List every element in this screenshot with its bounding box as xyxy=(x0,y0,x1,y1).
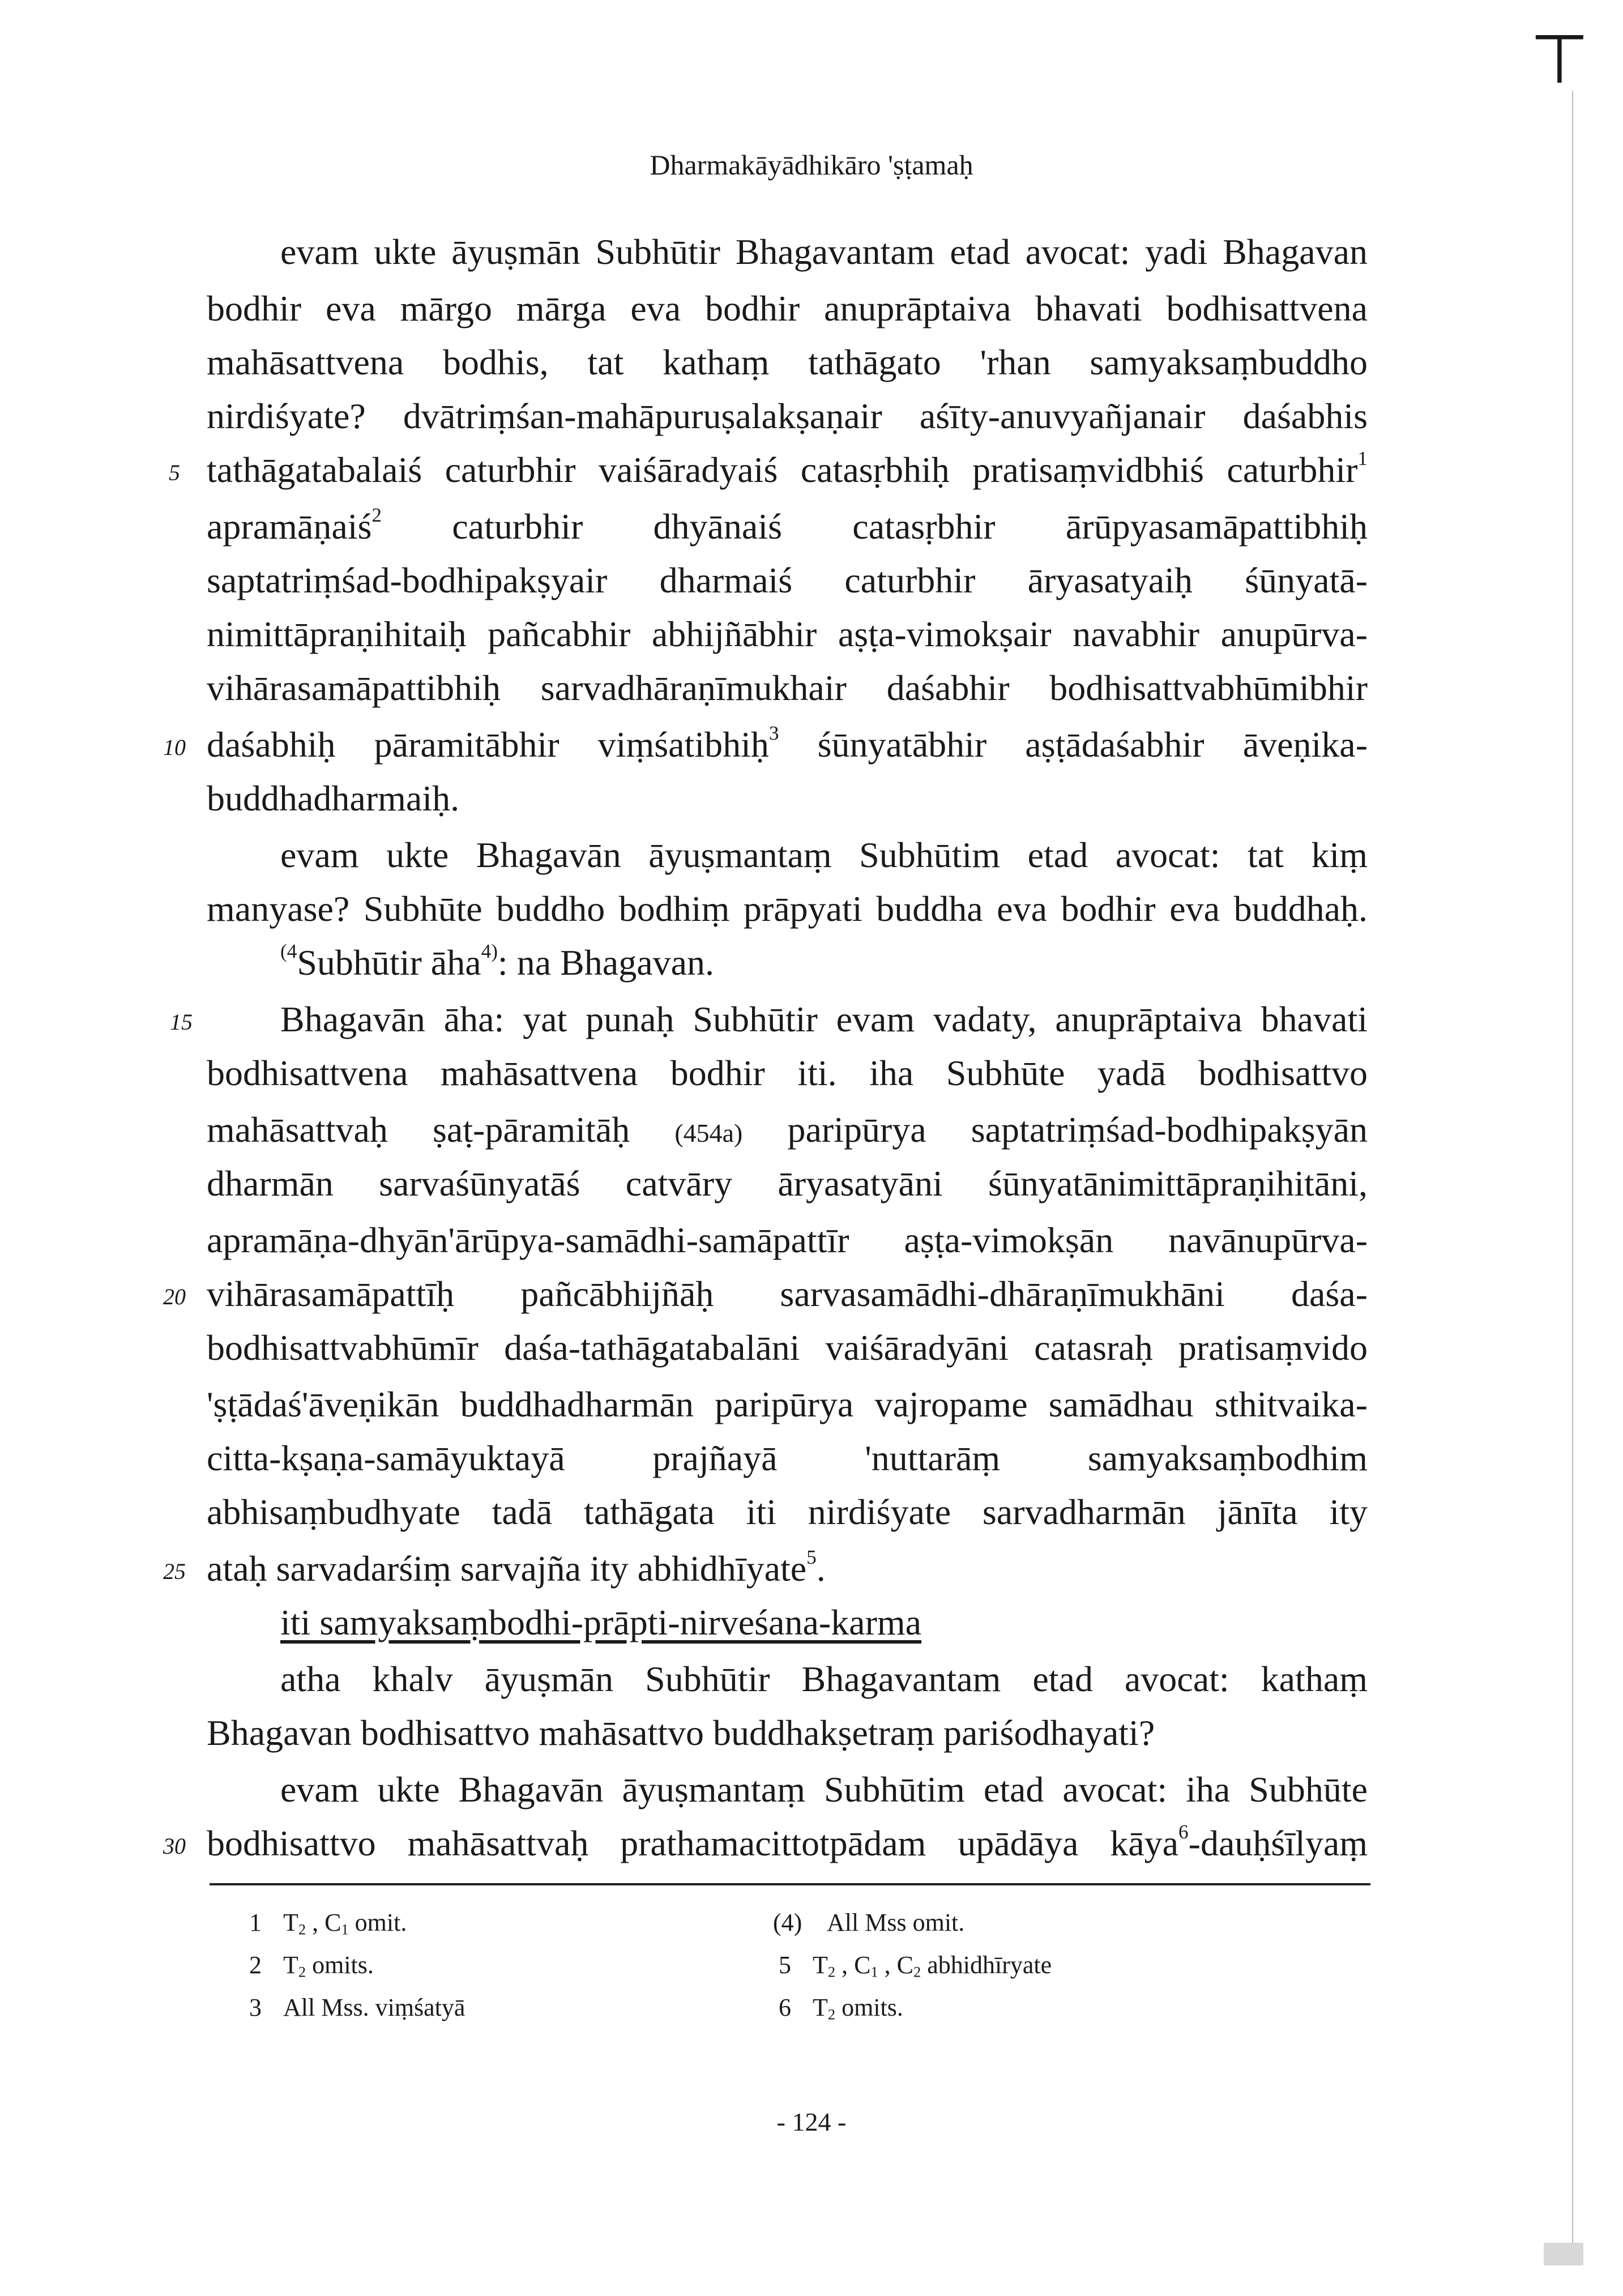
text-line: nimittāpraṇihitaiḥ pañcabhir abhijñābhir aṣṭa-vimokṣair navabhir anupūrva- xyxy=(207,614,1368,654)
subscript: 2 xyxy=(913,1963,921,1981)
text-line: bodhisattvena mahāsattvena bodhir iti. iha Subhūte yadā bodhisattvo xyxy=(207,1053,1368,1093)
text-segment: bodhisattvo mahāsattvaḥ prathamacittotpādam upādāya kāya xyxy=(207,1823,1179,1863)
text-line xyxy=(207,1546,1368,1591)
footnote-text: , C xyxy=(306,1909,341,1936)
text-line: bodhir eva mārgo mārga eva bodhir anuprāptaiva bhavati bodhisattvena xyxy=(207,288,1368,328)
footnote-number: (4) xyxy=(773,1909,802,1936)
line-number: 25 xyxy=(163,1559,186,1584)
footnote xyxy=(779,1991,903,2025)
footnote-text: T xyxy=(813,1951,828,1979)
footnote-ref: 2 xyxy=(371,504,382,527)
text-line xyxy=(207,722,1368,767)
text-line xyxy=(207,1107,1368,1153)
text-segment: -dauḥśīlyaṃ xyxy=(1188,1823,1368,1863)
text-line xyxy=(207,447,1368,493)
footnote-text: T xyxy=(813,1994,828,2021)
footnote-text: , C xyxy=(878,1951,914,1979)
scan-bottom-mark xyxy=(1544,2243,1583,2265)
text-line: manyase? Subhūte buddho bodhiṃ prāpyati buddha eva bodhir eva buddhaḥ. xyxy=(207,889,1368,929)
footnote-text: , C xyxy=(835,1951,871,1979)
line-number: 30 xyxy=(163,1833,186,1859)
text-segment: apramāṇaiś xyxy=(207,506,372,547)
text-segment: tathāgatabalaiś caturbhir vaiśāradyaiś catasṛbhiḥ pratisaṃvidbhiś caturbhir xyxy=(207,450,1358,490)
page-header: Dharmakāyādhikāro 'ṣṭamaḥ xyxy=(650,149,973,181)
footnote-text: omits. xyxy=(835,1994,903,2021)
subscript: 2 xyxy=(298,1921,306,1938)
footnote-text: omits. xyxy=(306,1951,374,1979)
text-line: evam ukte Bhagavān āyuṣmantaṃ Subhūtim etad avocat: iha Subhūte xyxy=(280,1769,1368,1810)
footnote-number: 2 xyxy=(249,1951,262,1979)
text-line: citta-kṣaṇa-samāyuktayā prajñayā 'nuttarāṃ samyaksaṃbodhim xyxy=(207,1438,1368,1478)
footnote-text: T xyxy=(283,1909,298,1936)
text-segment: mahāsattvaḥ ṣaṭ-pāramitāḥ xyxy=(207,1109,630,1150)
footnote-text: T xyxy=(283,1951,298,1979)
footnote-number: 1 xyxy=(249,1909,262,1936)
footnote-ref: 3 xyxy=(768,722,779,745)
text-segment: ataḥ sarvadarśiṃ sarvajña ity abhidhīyate xyxy=(207,1548,807,1589)
line-number: 20 xyxy=(163,1284,186,1309)
text-line: evam ukte Bhagavān āyuṣmantaṃ Subhūtim etad avocat: tat kiṃ xyxy=(280,835,1368,875)
footnote-text: All Mss. viṃśatyā xyxy=(283,1994,465,2021)
text-line xyxy=(207,504,1368,549)
binding-edge-line xyxy=(1572,91,1573,2254)
text-line: atha khalv āyuṣmān Subhūtir Bhagavantam etad avocat: kathaṃ xyxy=(280,1659,1368,1699)
line-number: 10 xyxy=(163,735,186,760)
scan-corner-mark: ⊤ xyxy=(1530,20,1589,99)
text-line: abhisaṃbudhyate tadā tathāgata iti nirdiśyate sarvadharmān jānīta ity xyxy=(207,1492,1368,1532)
text-line: vihārasamāpattīḥ pañcābhijñāḥ sarvasamādhi-dhāraṇīmukhāni daśa- xyxy=(207,1274,1368,1314)
subscript: 1 xyxy=(870,1963,878,1981)
text-line: buddhadharmaiḥ. xyxy=(207,778,460,818)
page-number: - 124 - xyxy=(776,2107,847,2136)
text-line xyxy=(280,940,1368,985)
footnote-ref: 5 xyxy=(806,1546,817,1569)
text-segment: caturbhir dhyānaiś catasṛbhir ārūpyasamāpattibhiḥ xyxy=(452,506,1368,547)
subscript: 2 xyxy=(298,1963,306,1981)
footnote xyxy=(249,1948,374,1982)
text-segment: . xyxy=(816,1548,826,1589)
section-heading: iti samyaksaṃbodhi-prāpti-nirveśana-karma xyxy=(280,1602,922,1642)
footnote-number: 3 xyxy=(249,1994,262,2021)
footnote-text: abhidhīryate xyxy=(921,1951,1052,1979)
text-line: nirdiśyate? dvātriṃśan-mahāpuruṣalakṣaṇair aśīty-anuvyañjanair daśabhis xyxy=(207,396,1368,436)
omission-marker: (4 xyxy=(280,940,297,963)
footnote xyxy=(249,1991,465,2025)
text-line: mahāsattvena bodhis, tat kathaṃ tathāgato 'rhan samyaksaṃbuddho xyxy=(207,342,1368,382)
text-line: dharmān sarvaśūnyatāś catvāry āryasatyāni śūnyatānimittāpraṇihitāni, xyxy=(207,1163,1368,1204)
text-segment: daśabhiḥ pāramitābhir viṃśatibhiḥ xyxy=(207,724,769,765)
footnote-ref: 1 xyxy=(1357,447,1368,470)
footnote-number: 6 xyxy=(779,1994,791,2021)
footnote-rule xyxy=(210,1883,1370,1885)
text-line: Bhagavān āha: yat punaḥ Subhūtir evam vadaty, anuprāptaiva bhavati xyxy=(280,999,1368,1039)
text-line: bodhisattvabhūmīr daśa-tathāgatabalāni vaiśāradyāni catasraḥ pratisaṃvido xyxy=(207,1328,1368,1368)
text-segment: paripūrya saptatriṃśad-bodhipakṣyān xyxy=(787,1109,1368,1150)
footnote xyxy=(773,1906,964,1940)
text-line: apramāṇa-dhyān'ārūpya-samādhi-samāpattīr aṣṭa-vimokṣān navānupūrva- xyxy=(207,1220,1368,1260)
line-number: 15 xyxy=(170,1009,193,1035)
text-line: saptatriṃśad-bodhipakṣyair dharmaiś caturbhir āryasatyaiḥ śūnyatā- xyxy=(207,560,1368,600)
text-line: vihārasamāpattibhiḥ sarvadhāraṇīmukhair daśabhir bodhisattvabhūmibhir xyxy=(207,668,1368,708)
subscript: 2 xyxy=(827,1963,836,1981)
footnote-text: All Mss omit. xyxy=(827,1909,965,1936)
line-number: 5 xyxy=(169,460,180,485)
subscript: 2 xyxy=(827,2005,836,2023)
text-line: 'ṣṭādaś'āveṇikān buddhadharmān paripūrya vajropame samādhau sthitvaika- xyxy=(207,1384,1368,1424)
folio-marker: (454a) xyxy=(674,1119,743,1147)
omission-marker: 4) xyxy=(481,940,498,963)
text-line: Bhagavan bodhisattvo mahāsattvo buddhakṣetraṃ pariśodhayati? xyxy=(207,1713,1155,1753)
subscript: 1 xyxy=(341,1921,349,1938)
footnote-ref: 6 xyxy=(1178,1821,1189,1843)
text-segment: : na Bhagavan. xyxy=(497,942,714,983)
footnote-text: omit. xyxy=(348,1909,407,1936)
footnote xyxy=(249,1906,407,1940)
text-line xyxy=(207,1821,1368,1866)
text-segment: śūnyatābhir aṣṭādaśabhir āveṇika- xyxy=(817,724,1368,765)
text-segment: Subhūtir āha xyxy=(297,942,481,983)
footnote xyxy=(779,1948,1052,1982)
text-line: evam ukte āyuṣmān Subhūtir Bhagavantam etad avocat: yadi Bhagavan xyxy=(280,232,1368,272)
footnote-number: 5 xyxy=(779,1951,791,1979)
